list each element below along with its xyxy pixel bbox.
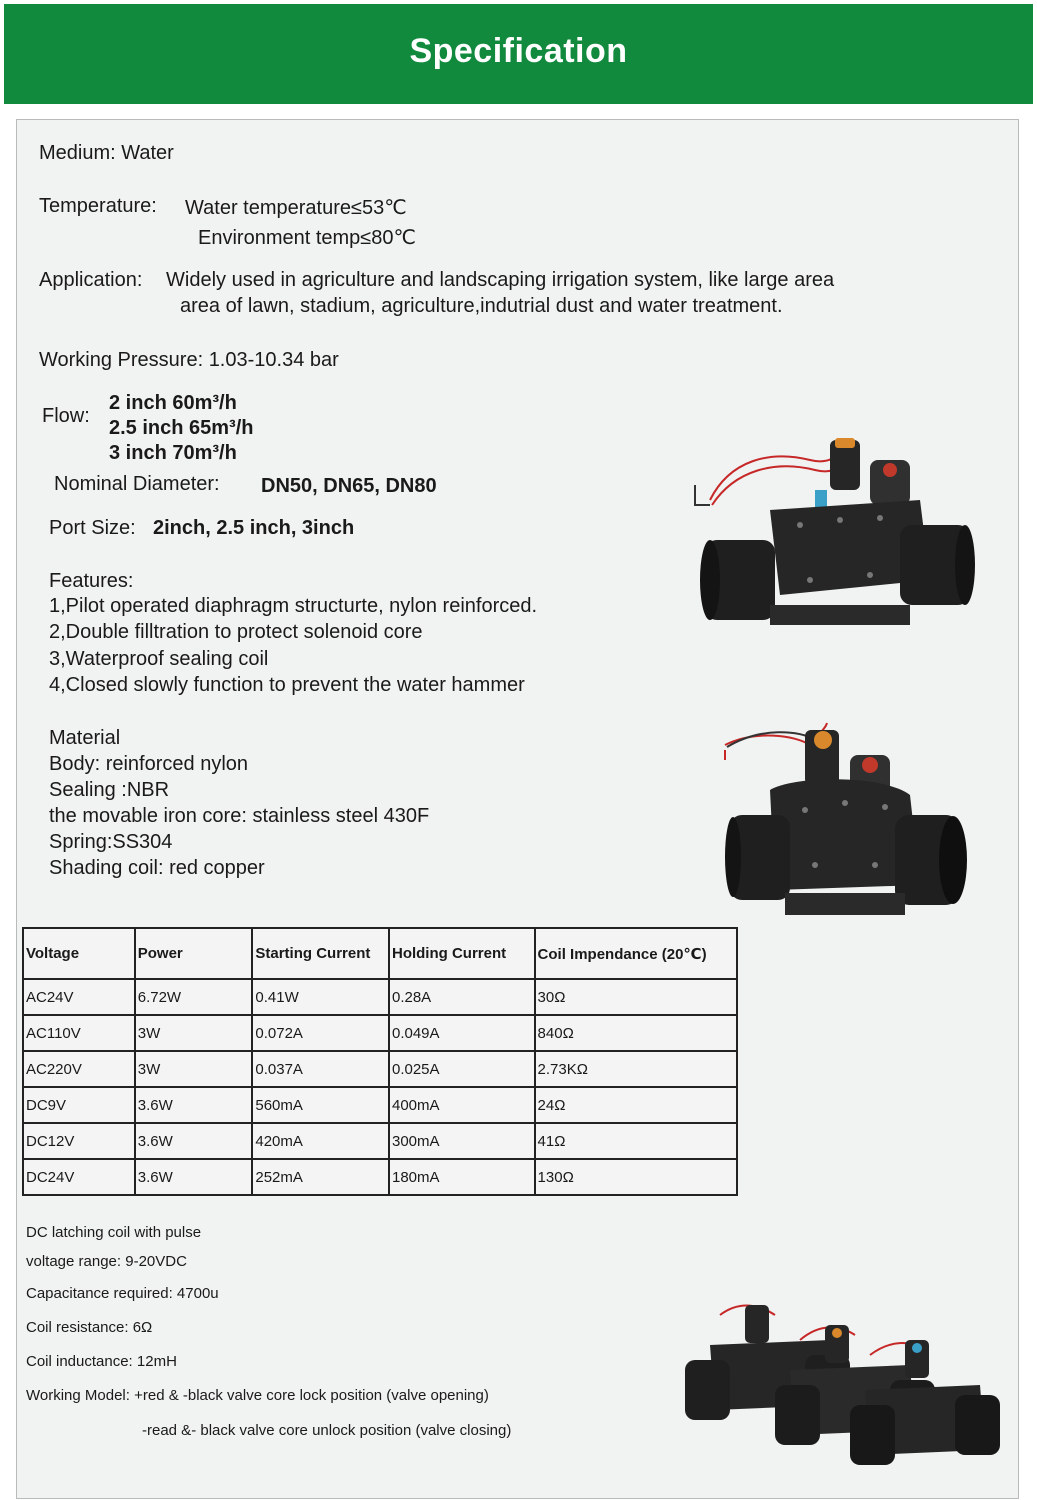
material-item: Sealing :NBR [49,779,170,801]
flow-label: Flow: [42,405,90,427]
electrical-spec-table [22,927,738,1196]
temperature-label: Temperature: [39,195,157,217]
material-title: Material [49,727,121,749]
latching-line: Coil resistance: 6Ω [26,1319,153,1336]
table-cell: DC9V [23,1087,135,1123]
table-row [23,1015,737,1051]
table-cell: 0.049A [389,1015,535,1051]
table-cell: 30Ω [535,979,737,1015]
table-cell: 0.41W [252,979,389,1015]
table-cell: 300mA [389,1123,535,1159]
nominal-diameter-label: Nominal Diameter: [54,473,220,495]
table-row [23,1159,737,1195]
latching-line: Coil inductance: 12mH [26,1353,177,1370]
table-cell: 3W [135,1015,253,1051]
table-cell: 41Ω [535,1123,737,1159]
table-cell: 3.6W [135,1159,253,1195]
table-cell: 24Ω [535,1087,737,1123]
table-cell: 3.6W [135,1123,253,1159]
solenoid-valve-image [690,430,980,640]
column-header: Voltage [23,928,135,979]
table-cell: 400mA [389,1087,535,1123]
column-header: Power [135,928,253,979]
port-size-value: 2inch, 2.5 inch, 3inch [153,517,355,539]
table-cell: AC24V [23,979,135,1015]
flow-value-3inch: 3 inch 70m³/h [109,442,237,464]
latching-line: Working Model: +red & -black valve core lock position (valve opening) [26,1387,489,1404]
table-cell: 840Ω [535,1015,737,1051]
column-header: Coil Impendance (20℃) [535,928,737,979]
table-cell: 0.072A [252,1015,389,1051]
application-line1: Widely used in agriculture and landscaping irrigation system, like large area [166,269,835,291]
table-cell: 6.72W [135,979,253,1015]
page-title: Specification [409,32,628,70]
working-pressure: Working Pressure: 1.03-10.34 bar [39,349,339,371]
temperature-water: Water temperature≤53℃ [185,197,407,219]
table-cell: 420mA [252,1123,389,1159]
material-item: Shading coil: red copper [49,857,265,879]
temperature-env: Environment temp≤80℃ [198,227,416,249]
application-label: Application: [39,269,143,291]
table-cell: DC24V [23,1159,135,1195]
table-row [23,1123,737,1159]
table-cell: 3W [135,1051,253,1087]
table-cell: AC220V [23,1051,135,1087]
feature-item: 1,Pilot operated diaphragm structurte, nylon reinforced. [49,595,538,617]
flow-value-2-5inch: 2.5 inch 65m³/h [109,417,254,439]
solenoid-valve-group-image [680,1295,1005,1470]
table-row [23,1051,737,1087]
table-cell: 0.037A [252,1051,389,1087]
latching-line: DC latching coil with pulse [26,1224,202,1241]
header-banner [4,4,1033,104]
table-row [23,979,737,1015]
latching-line: voltage range: 9-20VDC [26,1253,187,1270]
table-cell: 0.025A [389,1051,535,1087]
column-header: Holding Current [389,928,535,979]
table-cell: 0.28A [389,979,535,1015]
flow-value-2inch: 2 inch 60m³/h [109,392,237,414]
application-line2: area of lawn, stadium, agriculture,indutrial dust and water treatment. [180,295,783,317]
port-size-label: Port Size: [49,517,136,539]
medium-text: Medium: Water [39,142,174,164]
table-cell: 180mA [389,1159,535,1195]
table-cell: 252mA [252,1159,389,1195]
table-cell: 2.73KΩ [535,1051,737,1087]
table-cell: 130Ω [535,1159,737,1195]
table-cell: 560mA [252,1087,389,1123]
table-cell: 3.6W [135,1087,253,1123]
latching-line: Capacitance required: 4700u [26,1285,219,1302]
table-header-row [23,928,737,979]
feature-item: 4,Closed slowly function to prevent the water hammer [49,674,525,696]
features-title: Features: [49,570,134,592]
feature-item: 2,Double filltration to protect solenoid core [49,621,423,643]
feature-item: 3,Waterproof sealing coil [49,648,269,670]
solenoid-valve-image [715,715,975,930]
material-item: Spring:SS304 [49,831,173,853]
column-header: Starting Current [252,928,389,979]
material-item: the movable iron core: stainless steel 430F [49,805,430,827]
table-cell: DC12V [23,1123,135,1159]
material-item: Body: reinforced nylon [49,753,249,775]
table-cell: AC110V [23,1015,135,1051]
table-row [23,1087,737,1123]
latching-line: -read &- black valve core unlock position (valve closing) [142,1422,512,1439]
nominal-diameter-value: DN50, DN65, DN80 [261,475,437,497]
